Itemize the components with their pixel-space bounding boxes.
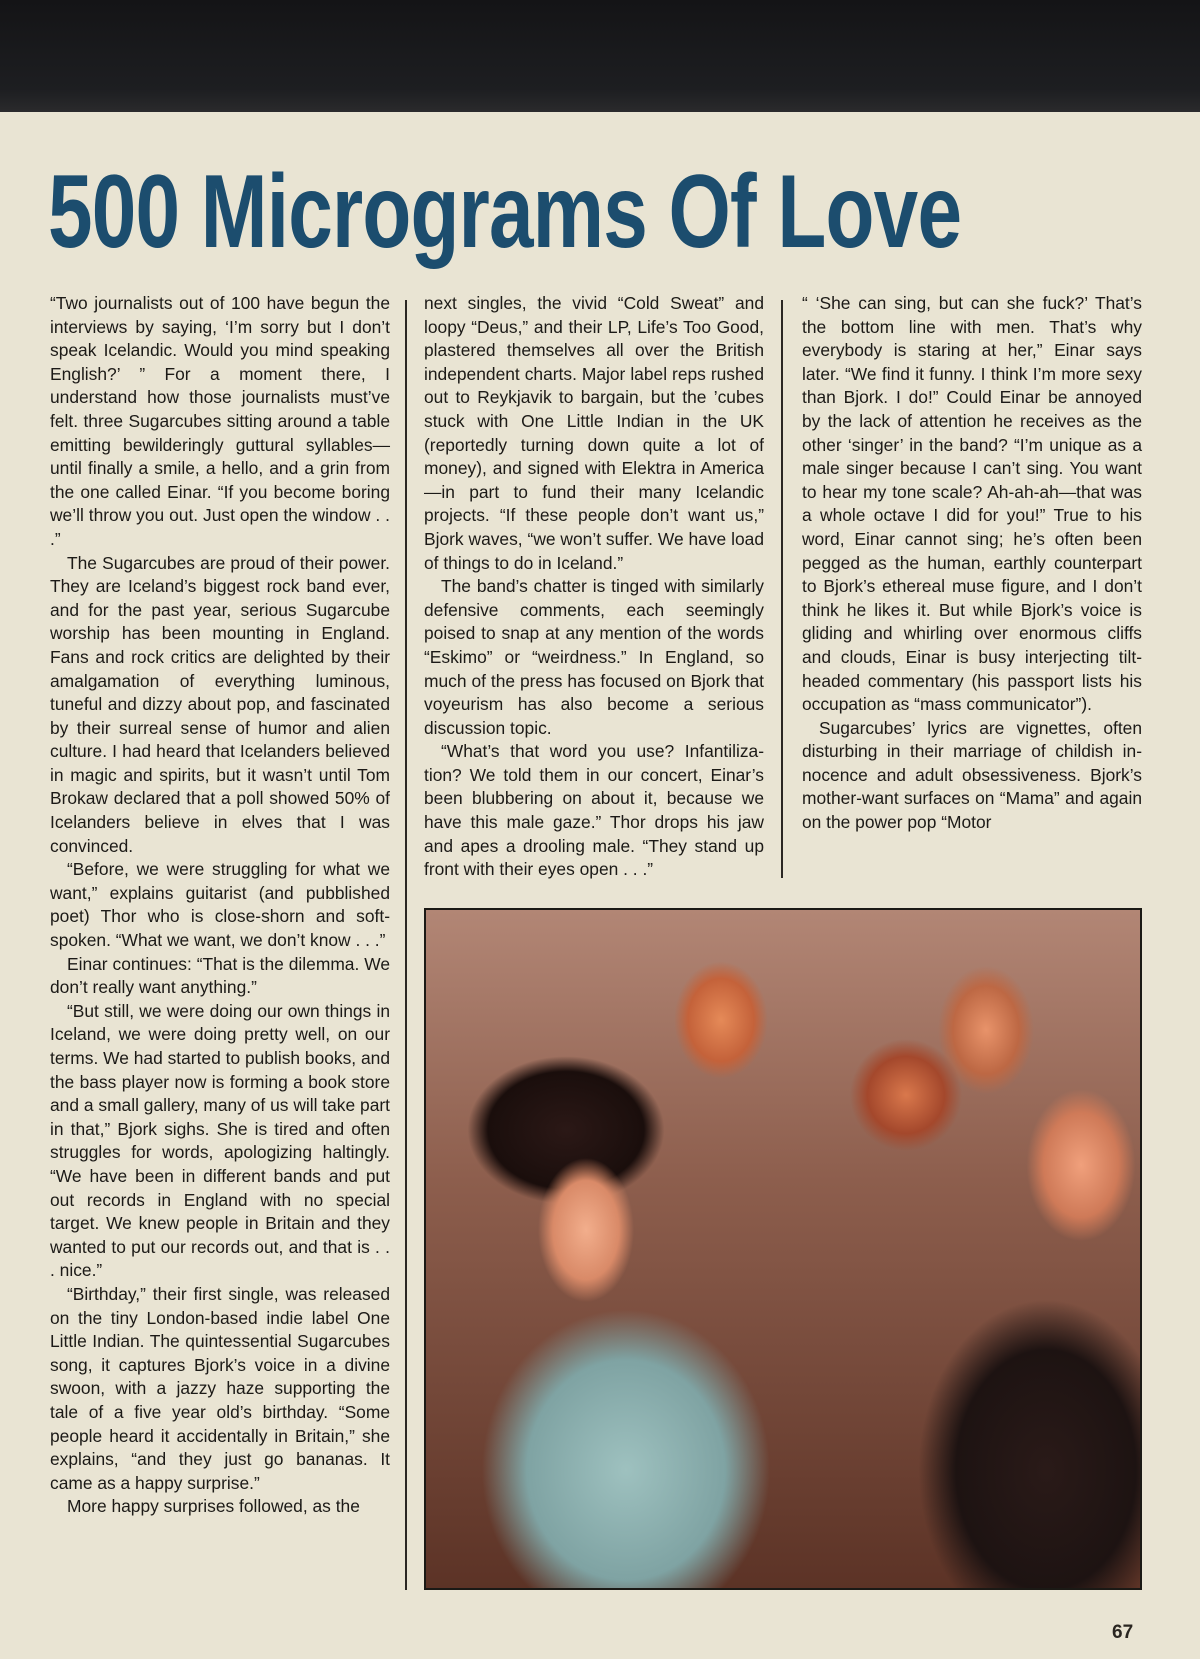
band-photo (424, 908, 1142, 1590)
paragraph: “What’s that word you use? Infantilization? We told them in our concert, Einar’s been blubbering on about it, because we have this male gaze.” Thor drops his jaw and apes a drooling male. “They stand up front with their eyes open . . .” (424, 741, 764, 880)
paragraph: The band’s chatter is tinged with similarly defensive comments, each seemingly poised to snap at any mention of the words “Eskimo” or “weirdness.” In England, so much of the press has focused on Bjork that voyeurism has also become a serious discussion topic. (424, 576, 764, 738)
paragraph: next singles, the vivid “Cold Sweat” and loopy “Deus,” and their LP, Life’s Too Good, plastered themselves all over the British independent charts. Major label reps rushed out to Reykjavik to bargain, but the ’cubes stuck with One Little Indian in the UK (reportedly turning down quite a lot of money), and signed with Elektra in America—in part to fund their many Icelandic projects. “If these people don’t want us,” Bjork waves, “we won’t suffer. We have load of things to do in Iceland.” (424, 293, 764, 573)
article-column-2 (424, 292, 764, 882)
paragraph: “ ‘She can sing, but can she fuck?’ That’s the bottom line with men. That’s why everybody is staring at her,” Einar says later. “We find it funny. I think I’m more sexy than Bjork. I do!” Could Einar be annoyed by the lack of attention he receives as the other ‘singer’ in the band? “I’m unique as a male singer because I can’t sing. You want to hear my tone scale? Ah-ah-ah—that was a whole octave I did for you!” True to his word, Einar cannot sing; he’s often been pegged as the human, earthly counterpart to Bjork’s ethereal muse figure, and I don’t think he likes it. But while Bjork’s voice is gliding and whirling over enormous cliffs and clouds, Einar is busy interjecting tiltheaded commentary (his passport lists his occupation as “mass communicator”). (802, 293, 1142, 715)
paragraph: “Before, we were struggling for what we want,” explains guitarist (and pubblished poet) Thor who is close-shorn and soft-spoken. “What we want, we don’t know . . .” (50, 859, 390, 951)
column-divider (405, 300, 407, 1590)
paragraph: “Two journalists out of 100 have begun the interviews by saying, ‘I’m sorry but I don’t speak Icelandic. Would you mind speaking English?’ ” For a moment there, I understand how those journalists must’ve felt. three Sugarcubes sitting around a table emitting bewilderingly guttural syllables—until finally a smile, a hello, and a grin from the one called Einar. “If you become boring we’ll throw you out. Just open the window . . .” (50, 293, 390, 549)
paragraph: Einar continues: “That is the dilemma. We don’t really want anything.” (50, 953, 390, 998)
paragraph: The Sugarcubes are proud of their power. They are Iceland’s biggest rock band ever, and for the past year, serious Sugarcube worship has been mounting in England. Fans and rock critics are delighted by their amalgamation of everything luminous, tuneful and dizzy about pop, and fascinated by their surreal sense of humor and alien culture. I had heard that Icelanders believed in magic and spirits, but it wasn’t until Tom Brokaw declared that a poll showed 50% of Icelanders believe in elves that I was convinced. (50, 552, 390, 856)
article-column-1 (50, 292, 390, 1519)
paragraph: More happy surprises followed, as the (67, 1496, 360, 1517)
paragraph: Sugarcubes’ lyrics are vignettes, often disturbing in their marriage of childish innocence and adult obsessiveness. Bjork’s mother-want surfaces on “Mama” and again on the power pop “Motor (802, 717, 1142, 833)
top-dark-band (0, 0, 1200, 112)
article-column-3 (802, 292, 1142, 835)
paragraph: “But still, we were doing our own things in Iceland, we were doing pretty well, on our terms. We had started to publish books, and the bass player now is forming a book store and a small gallery, many of us will take part in that,” Bjork sighs. She is tired and often struggles for words, apologizing haltingly. “We have been in different bands and put out records in England with no special target. We knew people in Britain and they wanted to put our records out, and that is . . . nice.” (50, 1000, 390, 1281)
column-divider (781, 300, 783, 878)
paragraph: “Birthday,” their first single, was released on the tiny London-based indie label One Little Indian. The quintessential Sugarcubes song, it captures Bjork’s voice in a divine swoon, with a jazzy haze supporting the tale of a five year old’s birthday. “Some people heard it accidentally in Britain,” she explains, “and they just go bananas. It came as a happy surprise.” (50, 1283, 390, 1493)
page-number: 67 (1112, 1622, 1134, 1643)
article-headline: 500 Micrograms Of Love (48, 154, 962, 270)
